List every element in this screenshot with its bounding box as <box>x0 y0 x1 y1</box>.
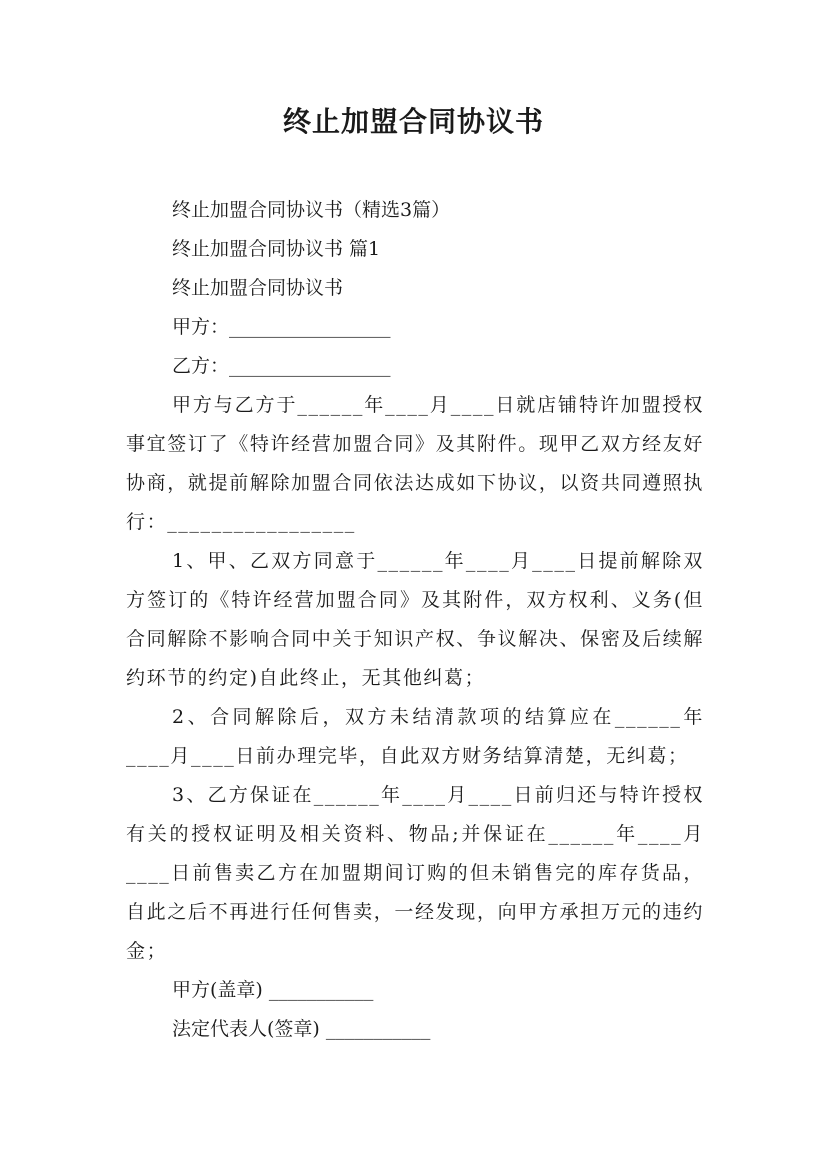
paragraph-clause-3: 3、乙方保证在______年____月____日前归还与特许授权有关的授权证明及相关资料、物品;并保证在______年____月____日前售卖乙方在加盟期间订购的但未销售完的库存货品，自此之后不再进行任何售卖，一经发现，向甲方承担万元的违约金； <box>126 784 704 962</box>
paragraph-clause-1: 1、甲、乙双方同意于______年____月____日提前解除双方签订的《特许经营加盟合同》及其附件，双方权利、义务(但合同解除不影响合同中关于知识产权、争议解决、保密及后续解约环节的约定)自此终止，无其他纠葛； <box>126 550 704 689</box>
document-body <box>126 191 704 1049</box>
party-a-seal-field: 甲方(盖章) ___________ <box>172 979 374 1001</box>
party-b-field: 乙方：_________________ <box>172 355 391 377</box>
document-title: 终止加盟合同协议书 <box>282 105 544 138</box>
legal-representative-signature-field: 法定代表人(签章) ___________ <box>172 1018 431 1040</box>
doc-line-subtitle: 终止加盟合同协议书（精选3篇） <box>172 199 451 221</box>
doc-line-part-heading: 终止加盟合同协议书 篇1 <box>172 238 381 260</box>
paragraph-intro: 甲方与乙方于______年____月____日就店铺特许加盟授权事宜签订了《特许经营加盟合同》及其附件。现甲乙双方经友好协商，就提前解除加盟合同依法达成如下协议，以资共同遵照执行：_________________ <box>126 394 704 533</box>
paragraph-clause-2: 2、合同解除后，双方未结清款项的结算应在______年____月____日前办理完毕，自此双方财务结算清楚，无纠葛； <box>126 706 704 767</box>
party-a-field: 甲方：_________________ <box>172 316 391 338</box>
doc-line-agreement-name: 终止加盟合同协议书 <box>172 277 344 299</box>
